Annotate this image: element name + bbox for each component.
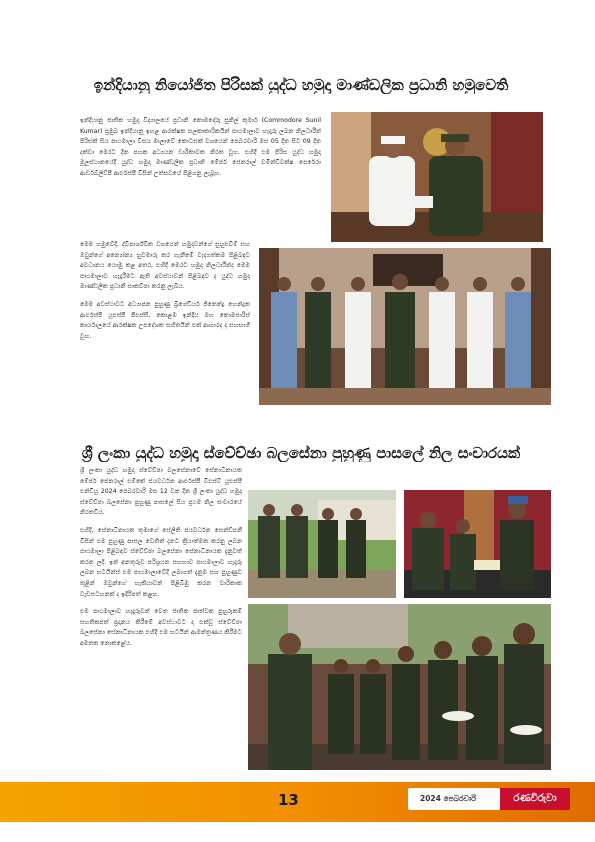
photo-outdoor-inspection xyxy=(248,490,396,598)
article2-paragraph-1: ශ්‍රී ලංකා යුද්ධ හමුදා ස්වේච්ඡා බලසේනාවේ සේනාධිනායක මේජර් ජෙනරාල් එම්කේ ජයවර්ධන ආර්එස්පී විඑස්වී යූඑස්පී එන්ඩියූ 2024 පෙබරවාරි මස 12 වන දින ශ්‍රී ලංකා යුද්ධ හමුදා ස්වේච්ඡා බලසේනා පුහුණු පාසලේ සිය ප්‍රථම නිල සංචාරයේ නිරතවිය. xyxy=(80,467,242,517)
article1-paragraph-1: ඉන්දියානු ජාතික හමුදා විද්‍යාලයේ ප්‍රධානි කොමදෝරු සුනිල් කුමාර් (Commodore Sunil Kumar) ප්‍රමුඛ ඉන්දියානු ඉහළ ආරක්ෂක සලකාකාරිකයින් පාඨමාලාව හැදෑරු ලබන නිලධාරීන් පිරිසක් සිය පාඨමාලා විසය මාලාවේ කොටසක් වශයෙන් පෙබරවාරි මස 05 දින සිට 09 දින දක්වා මෙරට දින පහක අධ්‍යයන චාරිකාවක නිරත වූහ. එහිදී එම පිරිස යුද්ධ හමුදා මූලස්ථානයේදී යුද්ධ හමුදා මාණ්ඩලික ප්‍රධානි මේජර් ජෙනරාල් චමින්ඩිවක්ෂ පෙරේරා ආර්ඩබ්ලිව්පී ආර්එස්පී විසින් උත්සවයේ පිළිගනු ලැබූහ. xyxy=(80,117,321,177)
article2-paragraph-3: එම පාඨමාලාව හැදෑරූවන් වෙත ජාතික ජාත්වක පුහුරුකම් සහතිකපත් ප්‍රදානය කිරීමේ අවස්ථාවට ද එක්වූ ස්වේච්ඡා බලසේනා සේනාධිනායක එහිදී එම භටයින් ආමන්ත්‍රණය කිරීමට අමතක නොකළේය. xyxy=(80,608,243,647)
article2-headline: ශ්‍රී ලංකා යුද්ධ හමුදා ස්වේච්ඡා බලසේනා පුහුණු පාසලේ නිල සංචාරයක් xyxy=(81,444,521,462)
article1-body xyxy=(80,116,321,187)
article2-body xyxy=(80,466,242,657)
footer-date: 2024 පෙබරවාරි xyxy=(420,794,476,803)
photo-commodore-handshake xyxy=(331,112,543,242)
article1-paragraph-2: මෙම හමුවේදී, ද්විපාර්ශ්වික වශයෙන් හමුදාවන්ගේ සුහුළුවීම් සහ ඔවුන්ගේ අන්‍යෝන්‍ය හුවමාරු කර ගැනීමේ වැදගත්කම පිළිබඳව අවධානය යොමු කළ අතර, එහිදී මෙරට හමුදා නිලධාරීන්ද මෙම පාඨමාලාව හැදෑරීමට ඇති අවස්ථාවන් පිළිබඳව ද යුද්ධ හමුදා මාණ්ඩලික ප්‍රධානි සාකච්ඡා කරනු ලැබීය. xyxy=(80,241,250,291)
article1-headline: ඉන්දියානු නියෝජිත පිරිසක් යුද්ධ හමුදා මාණ්ඩලික ප්‍රධානි හමුවෙති xyxy=(93,76,509,94)
article1-paragraph-3: මෙම අවස්ථාවට අධ්‍යාපන පුහුණු බ්‍රිගේඩියර් ජිනෙන්ද්‍ර හෙන්ද්‍රක ආර්එස්පී යූඑස්පී පීඑස්සී, කොළඹ ඉන්දීය මහ කොමසාරිස් කාර්යාලයේ ආරක්ෂක උපදේශක සහිතයින් එක් ආහාරද ද සහභාගී වූහ. xyxy=(80,300,250,340)
article2-paragraph-2: එහිදී, සේනාධිනායක තුමාගේ සේලිති ජයවර්ධන සෙන්ඩ්පනී විසින් එම පුහුණු පාසල වෙතින් දැනට ක්‍රියාත්මක කරනු ලබන පාඨමාලා පිළිබඳව ස්වේච්ඡා බලසේනා සේනාධිනායක දැනුවත් කරන ලදී. ඉන් අනතුරුව පරිශ්‍රයන සහභාව පාඨමාලාව හැදෑරූ ලබන භටයින්ස් එම පාඨමාලාවේදී ලබාගත් දැනුම සහ පුහුණුව තුළින් ඔවුන්ගේ හැකියාවන් පිළිබිඹු කරන චාරිකාක වැඩසටහනක් ද ඉදිරිපත් කළහ. xyxy=(80,526,242,598)
article1-body-lower xyxy=(80,240,250,349)
photo-certificate-presentation xyxy=(404,490,551,598)
photo-reception-line xyxy=(248,604,551,770)
publication-logo: රණවිරුවා xyxy=(500,788,570,810)
page-number: 13 xyxy=(278,791,299,809)
photo-group xyxy=(259,248,551,405)
